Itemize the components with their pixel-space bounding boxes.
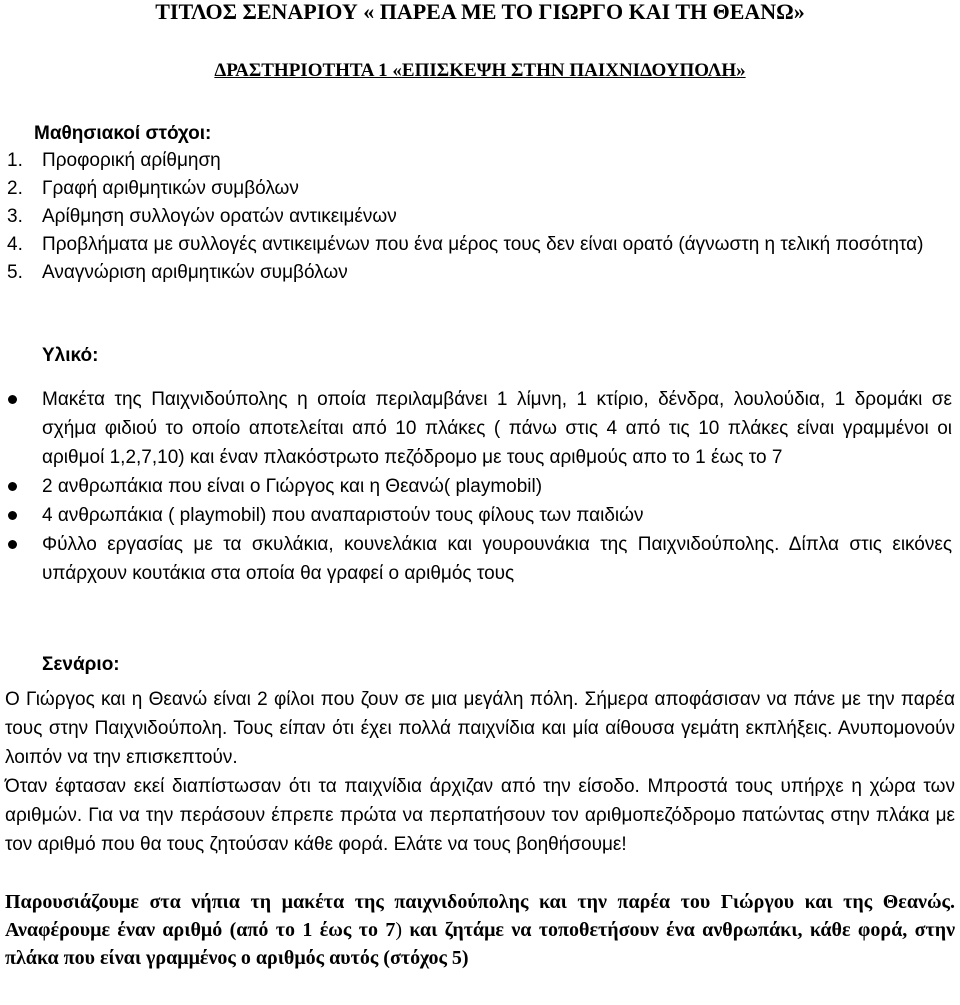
objective-number: 3. bbox=[7, 206, 23, 227]
material-text: Μακέτα της Παιχνιδούπολης η οποία περιλαμβάνει 1 λίμνη, 1 κτίριο, δένδρα, λουλούδια, 1 δρομάκι σε σχήμα φιδιού το οποίο αποτελείται από 10 πλάκες ( πάνω στις 4 από τις 10 πλάκες είναι γραμμένοι οι αριθμοί 1,2,7,10) και έναν πλακόστρωτο πεζόδρομο με τους αριθμούς απο το 1 έως το 7 bbox=[42, 389, 952, 468]
objectives-heading: Μαθησιακοί στόχοι: bbox=[34, 123, 212, 144]
material-item bbox=[0, 530, 960, 588]
material-heading: Υλικό: bbox=[42, 345, 99, 366]
bullet-icon bbox=[8, 395, 17, 404]
objective-number: 1. bbox=[7, 150, 23, 171]
objective-item bbox=[0, 259, 960, 287]
objective-item bbox=[0, 203, 960, 231]
scenario-paragraph: Όταν έφτασαν εκεί διαπίστωσαν ότι τα παιχνίδια άρχιζαν από την είσοδο. Μπροστά τους υπήρχε η χώρα των αριθμών. Για να την περάσουν έπρεπε πρώτα να περπατήσουν τον αριθμοπεζόδρομο πατώντας στην πλάκα με τον αριθμό που θα τους ζητούσαν κάθε φορά. Ελάτε να τους βοηθήσουμε! bbox=[5, 776, 955, 855]
instruction-paragraph bbox=[5, 888, 955, 972]
material-list bbox=[0, 385, 960, 588]
objective-item bbox=[0, 231, 960, 259]
material-item bbox=[0, 501, 960, 530]
material-item bbox=[0, 385, 960, 472]
objectives-list bbox=[0, 147, 960, 287]
objective-number: 5. bbox=[7, 262, 23, 283]
objective-text: Αναγνώριση αριθμητικών συμβόλων bbox=[42, 262, 348, 283]
scenario-paragraph: Ο Γιώργος και η Θεανώ είναι 2 φίλοι που ζουν σε μια μεγάλη πόλη. Σήμερα αποφάσισαν να πάνε με την παρέα τους στην Παιχνιδούπολη. Τους είπαν ότι έχει πολλά παιχνίδια και μία αίθουσα γεμάτη εκπλήξεις. Ανυπομονούν λοιπόν να την επισκεπτούν. bbox=[5, 689, 955, 768]
instruction-text: και ζητάμε να τοποθετήσουν ένα ανθρωπάκι, κάθε φορά, στην πλάκα που είναι γραμμένος ο αριθμός αυτός (στόχος 5) bbox=[5, 919, 956, 969]
objective-number: 4. bbox=[7, 234, 23, 255]
objective-number: 2. bbox=[7, 178, 23, 199]
bullet-icon bbox=[8, 540, 17, 549]
scenario-heading: Σενάριο: bbox=[42, 654, 120, 675]
material-text: 2 ανθρωπάκια που είναι ο Γιώργος και η Θεανώ( playmobil) bbox=[42, 476, 543, 497]
scenario-title: ΤΙΤΛΟΣ ΣΕΝΑΡΙΟΥ « ΠΑΡΕΑ ΜΕ ΤΟ ΓΙΩΡΓΟ ΚΑΙ ΤΗ ΘΕΑΝΩ» bbox=[155, 0, 805, 24]
bullet-icon bbox=[8, 482, 17, 491]
instruction-text: Παρουσιάζουμε στα νήπια τη μακέτα της παιχνιδούπολης και την παρέα του Γιώργου και της Θεανώς. Αναφέρουμε έναν αριθμό (από το 1 έως το 7 bbox=[5, 891, 955, 941]
objective-item bbox=[0, 147, 960, 175]
bullet-icon bbox=[8, 511, 17, 520]
objective-text: Γραφή αριθμητικών συμβόλων bbox=[42, 178, 299, 199]
activity-title: ΔΡΑΣΤΗΡΙΟΤΗΤΑ 1 «ΕΠΙΣΚΕΨΗ ΣΤΗΝ ΠΑΙΧΝΙΔΟΥΠΟΛΗ» bbox=[214, 60, 746, 81]
material-text: Φύλλο εργασίας με τα σκυλάκια, κουνελάκια και γουρουνάκια της Παιχνιδούπολης. Δίπλα στις εικόνες υπάρχουν κουτάκια στα οποία θα γραφεί ο αριθμός τους bbox=[42, 534, 952, 584]
objective-text: Προφορική αρίθμηση bbox=[42, 150, 221, 171]
instruction-paren: ) bbox=[395, 919, 403, 941]
objective-item bbox=[0, 175, 960, 203]
material-item bbox=[0, 472, 960, 501]
objective-text: Αρίθμηση συλλογών ορατών αντικειμένων bbox=[42, 206, 397, 227]
material-text: 4 ανθρωπάκια ( playmobil) που αναπαριστούν τους φίλους των παιδιών bbox=[42, 505, 644, 526]
objective-text: Προβλήματα με συλλογές αντικειμένων που ένα μέρος τους δεν είναι ορατό (άγνωστη η τελική ποσότητα) bbox=[42, 234, 924, 255]
scenario-body bbox=[5, 685, 955, 859]
